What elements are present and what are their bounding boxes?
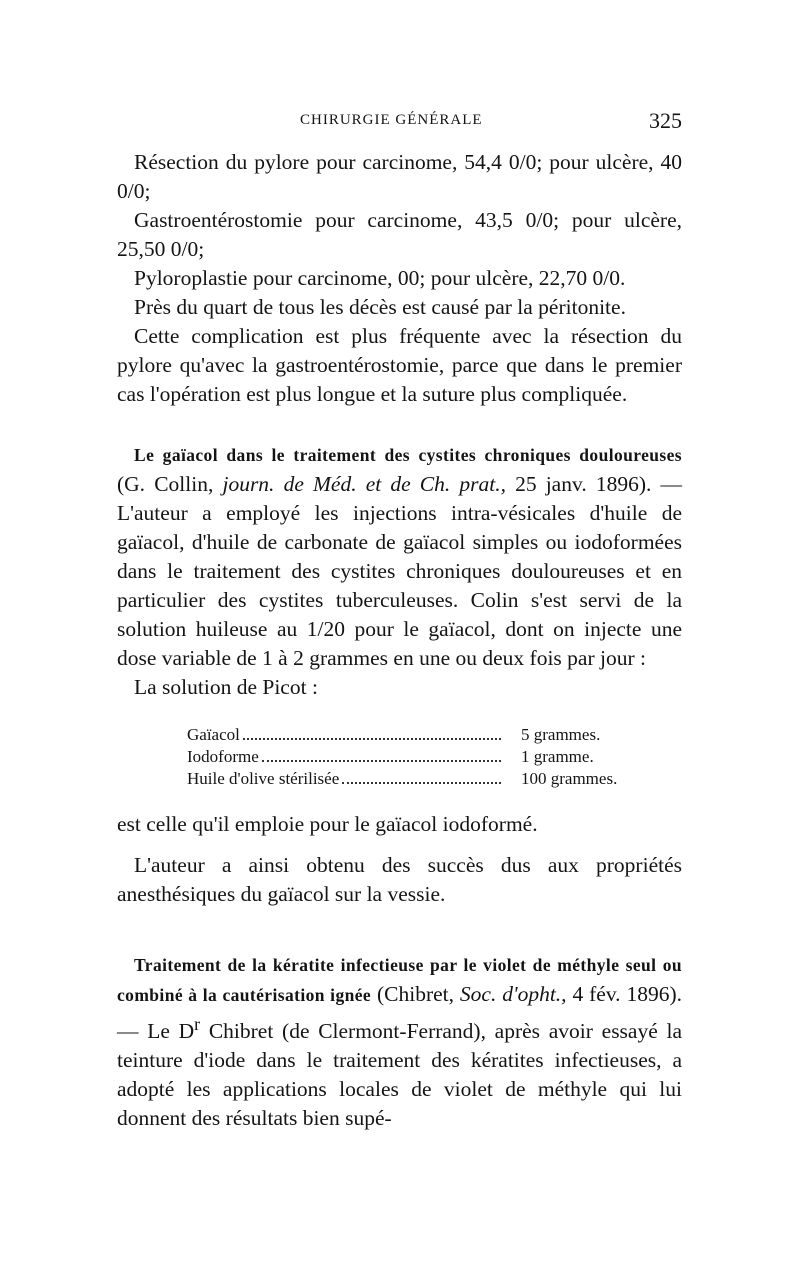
pyloroplasty-paragraph: Pyloroplastie pour carcinome, 00; pour ulcère, 22,70 0/0. [134,266,626,290]
recipe-row [187,724,617,746]
doctor-superscript: r [194,1014,201,1034]
keratitis-citation-prefix: (Chibret, [371,982,460,1006]
keratitis-article-body: Chibret (de Clermont-Ferrand), après avoir essayé la teinture d'iode dans le traitement des kératites infectieuses, a adopté les applications locales de violet de méthyle qui lui donnent des résultats bien supé- [117,1019,682,1131]
running-head: CHIRURGIE GÉNÉRALE [300,112,483,128]
gaiacol-article-title: Le gaïacol dans le traitement des cystites chroniques douloureuses [134,445,682,465]
recipe-ingredient: Iodoforme [187,747,259,766]
deaths-paragraph: Près du quart de tous les décès est causé par la péritonite. [134,295,626,319]
page-header [117,108,682,148]
keratitis-article-title: Traitement de la kératite infectieuse par le violet de méthyle seul ou combiné à la cautérisation ignée [117,955,682,1005]
recipe-ingredient: Gaïacol [187,725,240,744]
picot-solution-intro: La solution de Picot : [134,675,318,699]
book-page [117,108,682,1133]
gaiacol-journal-name: journ. de Méd. et de Ch. prat., [222,472,506,496]
dot-leader [262,760,501,762]
conclusion-paragraph: L'auteur a ainsi obtenu des succès dus aux propriétés anesthésiques du gaïacol sur la vessie. [117,853,682,906]
recipe-quantity: 5 grammes. [521,725,601,744]
complication-paragraph: Cette complication est plus fréquente avec la résection du pylore qu'avec la gastroentérostomie, parce que dans le premier cas l'opération est plus longue et la suture plus compliquée. [117,324,682,406]
gaiacol-article-paragraph [117,440,682,673]
dot-leader [342,782,501,784]
keratitis-journal-name: Soc. d'opht., [459,982,567,1006]
page-number: 325 [649,108,682,133]
gaiacol-article-body: 25 janv. 1896). — L'auteur a employé les injections intra-vésicales d'huile de gaïacol, d'huile de carbonate de gaïacol simples ou iodoformées dans le traitement des cystites chroniques douloureuses et en particulier des cystites tuberculeuses. Colin s'est servi de la solution huileuse au 1/20 pour le gaïacol, dont on injecte une dose variable de 1 à 2 grammes en une ou deux fois par jour : [117,472,683,670]
keratitis-article-paragraph [117,950,682,1133]
gaiacol-citation-prefix: (G. Collin, [117,472,223,496]
recipe-quantity: 1 gramme. [521,747,594,766]
recipe-ingredient: Huile d'olive stérilisée [187,769,340,788]
keratitis-citation-mid: 4 fév. 1896). — Le D [117,982,682,1044]
dot-leader [243,738,501,740]
recipe-list [187,724,617,790]
recipe-row [187,746,617,768]
gastroenterostomy-paragraph: Gastroentérostomie pour carcinome, 43,5 0/0; pour ulcère, 25,50 0/0; [117,208,682,261]
resection-paragraph: Résection du pylore pour carcinome, 54,4 0/0; pour ulcère, 40 0/0; [117,150,682,203]
recipe-quantity: 100 grammes. [521,769,618,788]
recipe-row [187,768,617,790]
after-recipe-paragraph: est celle qu'il emploie pour le gaïacol iodoformé. [117,812,538,836]
